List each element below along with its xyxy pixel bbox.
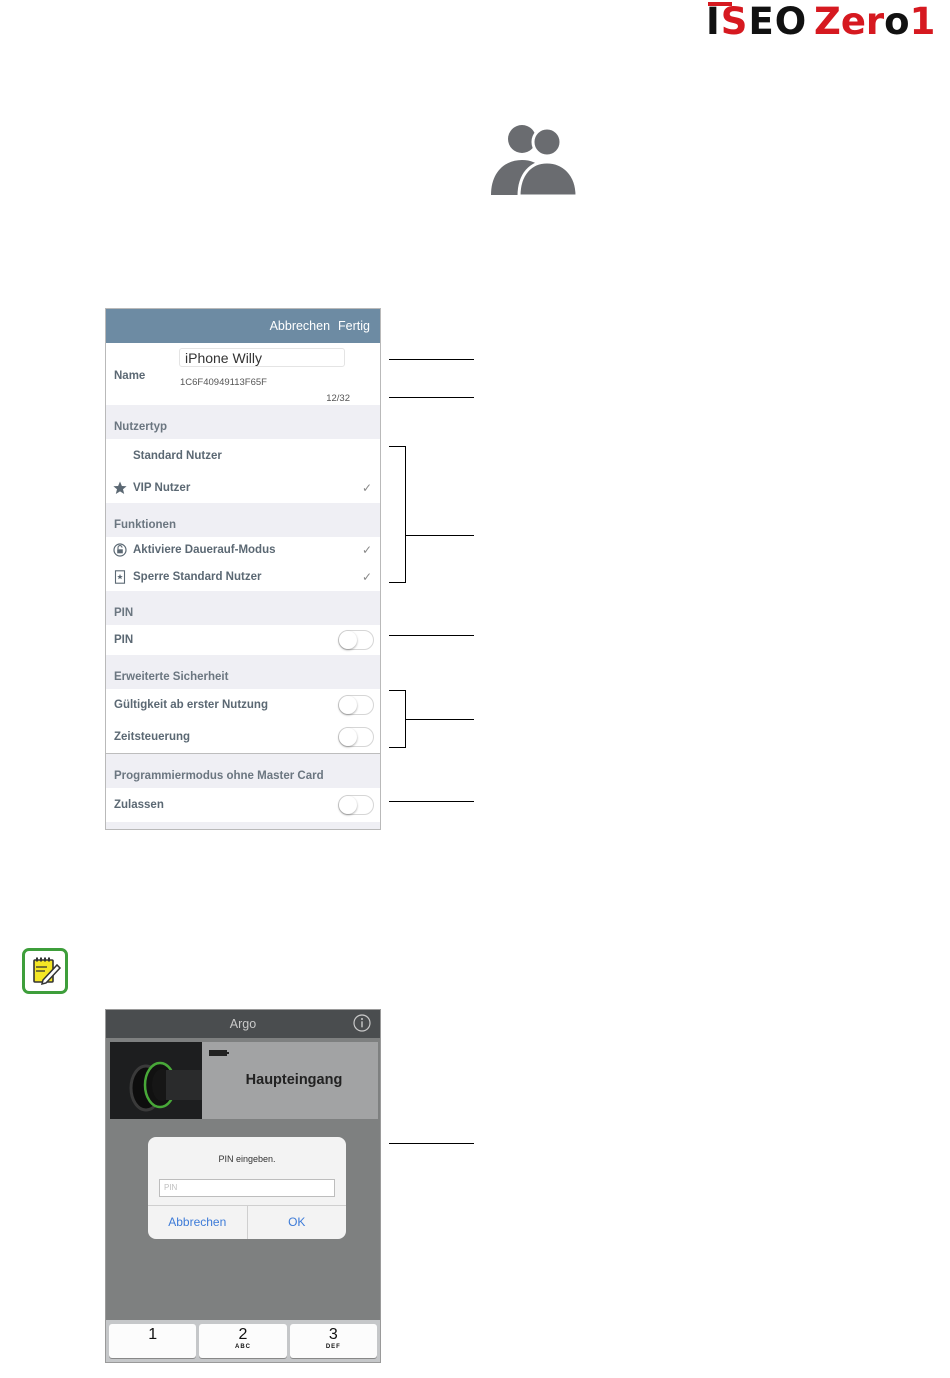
- callout-pin-dialog: [389, 1143, 474, 1144]
- callout-bracket-top: [389, 446, 406, 447]
- numeric-keypad: [106, 1320, 380, 1362]
- key-3[interactable]: 3 DEF: [290, 1324, 377, 1358]
- star-icon: [113, 481, 127, 495]
- advanced-security-section: Erweiterte Sicherheit: [114, 671, 229, 683]
- allow-row: [106, 788, 380, 822]
- callout-user-type: [405, 535, 474, 536]
- pin-dialog: [148, 1137, 346, 1239]
- callout-pin: [389, 635, 474, 636]
- checkmark-icon: ✓: [361, 481, 372, 495]
- programming-section: Programmiermodus ohne Master Card: [114, 770, 324, 782]
- allow-toggle[interactable]: [338, 795, 374, 815]
- callout-security: [405, 719, 474, 720]
- char-count: 12/32: [326, 393, 350, 404]
- user-settings-screen: [105, 308, 381, 830]
- info-icon[interactable]: [353, 1014, 371, 1032]
- callout-bracket-bottom: [389, 582, 406, 583]
- user-type-section: Nutzertyp: [114, 421, 168, 433]
- header-title: Argo: [229, 1017, 257, 1031]
- iseo-zero1-logo: [706, 0, 936, 43]
- name-label: Name: [114, 370, 146, 382]
- option-standard-user[interactable]: [106, 439, 380, 473]
- time-control-toggle[interactable]: [338, 727, 374, 747]
- done-button[interactable]: Fertig: [338, 319, 370, 333]
- dialog-title: PIN eingeben.: [218, 1154, 276, 1164]
- pin-label: PIN: [114, 634, 134, 646]
- name-input[interactable]: iPhone Willy: [179, 348, 345, 367]
- time-control-label: Zeitsteuerung: [114, 731, 191, 743]
- users-group-icon: [489, 122, 579, 197]
- app-header: [106, 1010, 380, 1038]
- validity-first-use-row: [106, 689, 380, 721]
- callout-bracket-bottom: [389, 747, 406, 748]
- function-block-standard[interactable]: [106, 563, 380, 591]
- door-card[interactable]: [110, 1042, 378, 1229]
- callout-id: [389, 397, 474, 398]
- option-label: Standard Nutzer: [133, 450, 222, 462]
- device-id: 1C6F40949113F65F: [180, 377, 267, 388]
- open-lock-icon: [113, 543, 127, 557]
- key-1[interactable]: 1: [109, 1324, 196, 1358]
- checkmark-icon: ✓: [361, 570, 372, 584]
- name-section: [106, 343, 380, 405]
- callout-bracket-top: [389, 690, 406, 691]
- key-2[interactable]: 2 ABC: [199, 1324, 286, 1358]
- callout-bracket: [405, 446, 406, 583]
- option-vip-user[interactable]: [106, 473, 380, 503]
- door-name: Haupteingang: [245, 1072, 343, 1088]
- logo-product: Zero1: [814, 0, 936, 43]
- function-passage-mode[interactable]: [106, 537, 380, 563]
- pin-toggle[interactable]: [338, 630, 374, 650]
- door-lock-icon: [113, 570, 127, 584]
- callout-name: [389, 359, 474, 360]
- dialog-buttons: [148, 1205, 346, 1239]
- cancel-button[interactable]: Abbrechen: [269, 319, 331, 333]
- allow-label: Zulassen: [114, 799, 164, 811]
- logo-brand: ISEO: [706, 0, 808, 43]
- dialog-ok-button[interactable]: OK: [247, 1206, 347, 1239]
- pin-row: [106, 625, 380, 655]
- time-control-row: [106, 721, 380, 753]
- functions-section: Funktionen: [114, 519, 176, 531]
- function-label: Aktiviere Dauerauf-Modus: [133, 544, 276, 556]
- callout-programming: [389, 801, 474, 802]
- note-pencil-icon: [22, 948, 68, 994]
- pin-entry-screen: [105, 1009, 381, 1363]
- dialog-cancel-button[interactable]: Abbrechen: [168, 1215, 227, 1229]
- pin-section: PIN: [114, 607, 134, 619]
- option-label: VIP Nutzer: [133, 482, 191, 494]
- battery-icon: [209, 1050, 227, 1056]
- pin-input[interactable]: PIN: [159, 1179, 335, 1197]
- cylinder-image: [110, 1042, 202, 1119]
- validity-toggle[interactable]: [338, 695, 374, 715]
- checkmark-icon: ✓: [361, 543, 372, 557]
- function-label: Sperre Standard Nutzer: [133, 571, 262, 583]
- validity-label: Gültigkeit ab erster Nutzung: [114, 699, 268, 711]
- settings-header: [106, 309, 380, 343]
